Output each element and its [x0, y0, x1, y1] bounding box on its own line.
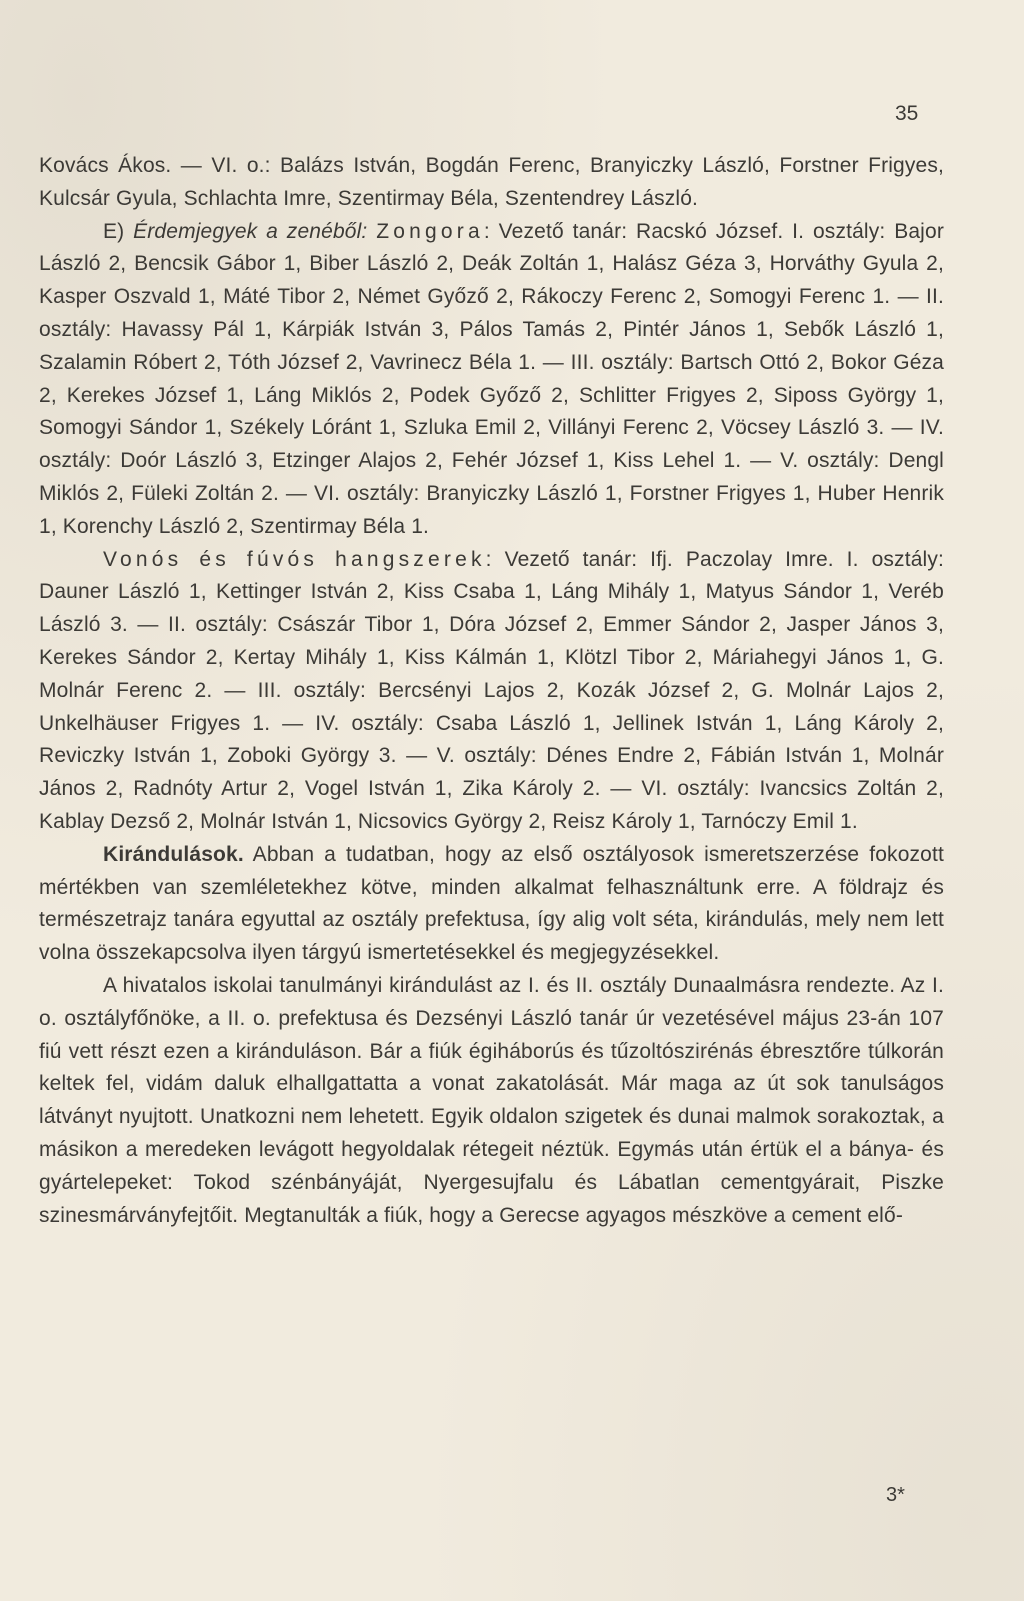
paragraph-text: Abban a tudatban, hogy az első osztályosok ismeretszerzése fokozott mértékben van szemléletekhez kötve, minden alkalmat felhasználtunk erre. A földrajz és természetrajz tanára egyuttal az osztály prefektusa, így alig volt séta, kirándulás, mely nem lett volna összekapcsolva ilyen tárgyú ismertetésekkel és megjegyzésekkel. — [39, 842, 944, 965]
paragraph-class-six-list — [39, 150, 944, 216]
paragraph-text: : Vezető tanár: Ifj. Paczolay Imre. I. osztály: Dauner László 1, Kettinger István 2, Kiss Csaba 1, Láng Mihály 1, Matyus Sándor 1, Veréb László 3. — II. osztály: Császár Tibor 1, Dóra József 2, Emmer Sándor 2, Jasper János 3, Kerekes Sándor 2, Kertay Mihály 1, Kiss Kálmán 1, Klötzl Tibor 2, Máriahegyi János 1, G. Molnár Ferenc 2. — III. osztály: Bercsényi Lajos 2, Kozák József 2, G. Molnár Lajos 2, Unkelhäuser Frigyes 1. — IV. osztály: Csaba László 1, Jellinek István 1, Láng Károly 2, Reviczky István 1, Zoboki György 3. — V. osztály: Dénes Endre 2, Fábián István 1, Molnár János 2, Radnóty Artur 2, Vogel István 1, Zika Károly 2. — VI. osztály: Ivancsics Zoltán 2, Kablay Dezső 2, Molnár István 1, Nicsovics György 2, Reisz Károly 1, Tarnóczy Emil 1. — [39, 547, 944, 833]
paragraph-excursion-details — [39, 970, 944, 1232]
paragraph-string-wind-grades — [39, 544, 944, 839]
paragraph-text: : Vezető tanár: Racskó József. I. osztály: Bajor László 2, Bencsik Gábor 1, Biber László 2, Deák Zoltán 1, Halász Géza 3, Horváthy Gyula 2, Kasper Oszvald 1, Máté Tibor 2, Német Győző 2, Rákoczy Ferenc 2, Somogyi Ferenc 1. — II. osztály: Havassy Pál 1, Kárpiák István 3, Pálos Tamás 2, Pintér János 1, Sebők László 1, Szalamin Róbert 2, Tóth József 2, Vavrinecz Béla 1. — III. osztály: Bartsch Ottó 2, Bokor Géza 2, Kerekes József 1, Láng Miklós 2, Podek Győző 2, Schlitter Frigyes 2, Siposs György 1, Somogyi Sándor 1, Székely Lóránt 1, Szluka Emil 2, Villányi Ferenc 2, Vöcsey László 3. — IV. osztály: Doór László 3, Etzinger Alajos 2, Fehér József 1, Kiss Lehel 1. — V. osztály: Dengl Miklós 2, Füleki Zoltán 2. — VI. osztály: Branyiczky László 1, Forstner Frigyes 1, Huber Henrik 1, Korenchy László 2, Szentirmay Béla 1. — [39, 219, 944, 538]
paragraph-excursions-intro — [39, 839, 944, 970]
section-heading-excursions: Kirándulások. — [103, 842, 244, 866]
subsection-heading-instruments: Vonós és fúvós hangszerek — [103, 547, 486, 571]
section-letter: E) — [103, 219, 134, 243]
section-heading-music-grades: Érdemjegyek a zenéből: — [133, 219, 368, 243]
document-body — [39, 150, 944, 1232]
page-number: 35 — [895, 102, 919, 125]
paragraph-piano-grades — [39, 216, 944, 544]
paragraph-text: Kovács Ákos. — VI. o.: Balázs István, Bogdán Ferenc, Branyiczky László, Forstner Frigyes, Kulcsár Gyula, Schlachta Imre, Szentirmay Béla, Szentendrey László. — [39, 154, 944, 210]
signature-mark: 3* — [886, 1484, 905, 1506]
subsection-heading-piano: Zongora — [376, 219, 484, 243]
paragraph-text: A hivatalos iskolai tanulmányi kirándulást az I. és II. osztály Dunaalmásra rendezte. Az I. o. osztályfőnöke, a II. o. prefektusa és Dezsényi László tanár úr vezetésével május 23-án 107 fiú vett részt ezen a kiránduláson. Bár a fiúk égiháborús és tűzoltószirénás ébresztőre túlkorán keltek fel, vidám daluk elhallgattatta a vonat zakatolását. Már maga az út sok tanulságos látványt nyujtott. Unatkozni nem lehetett. Egyik oldalon szigetek és dunai malmok sorakoztak, a másikon a meredeken levágott hegyoldalak rétegeit néztük. Egymás után értük el a bánya- és gyártelepeket: Tokod szénbányáját, Nyergesujfalu és Lábatlan cementgyárait, Piszke szinesmárványfejtőit. Megtanulták a fiúk, hogy a Gerecse agyagos mészköve a cement elő- — [39, 973, 944, 1227]
